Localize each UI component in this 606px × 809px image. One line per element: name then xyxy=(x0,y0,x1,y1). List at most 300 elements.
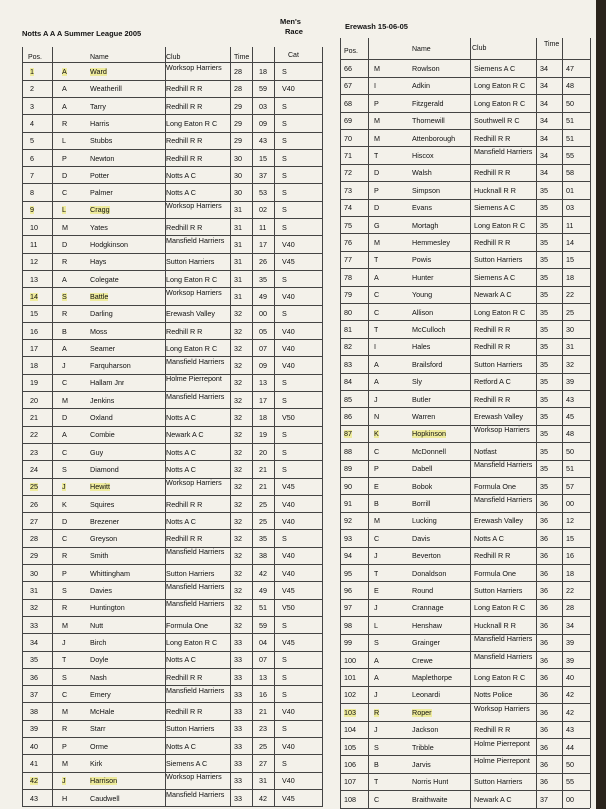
surname-cell: Caudwell xyxy=(90,794,120,803)
result-row xyxy=(22,686,322,704)
club-cell: Sutton Harriers xyxy=(166,258,215,267)
surname-cell: Jackson xyxy=(412,726,439,735)
time-minutes-cell: 35 xyxy=(540,273,548,282)
time-seconds-cell: 03 xyxy=(259,102,267,111)
time-minutes-cell: 30 xyxy=(234,171,242,180)
time-minutes-cell: 35 xyxy=(540,221,548,230)
surname-cell: Brailsford xyxy=(412,360,443,369)
time-minutes-cell: 32 xyxy=(234,587,242,595)
surname-cell: Henshaw xyxy=(412,621,442,630)
result-row xyxy=(22,530,322,548)
time-minutes-cell: 33 xyxy=(234,742,242,751)
surname-cell: Adkin xyxy=(412,82,430,91)
position-cell: 87 xyxy=(344,430,352,439)
surname-cell: Hemmesley xyxy=(412,239,450,247)
time-minutes-cell: 35 xyxy=(540,308,548,317)
position-cell: 33 xyxy=(30,621,38,630)
club-cell: Redhill R R xyxy=(474,343,511,352)
result-row xyxy=(22,496,322,514)
result-row xyxy=(22,461,322,479)
initial-cell: S xyxy=(374,743,379,752)
position-cell: 79 xyxy=(344,291,352,300)
club-cell: Long Eaton R C xyxy=(474,221,526,230)
result-row xyxy=(22,738,322,756)
time-seconds-cell: 25 xyxy=(259,500,267,509)
initial-cell: A xyxy=(374,674,379,682)
club-cell: Long Eaton R C xyxy=(166,119,218,128)
time-minutes-cell: 32 xyxy=(234,552,242,561)
time-minutes-cell: 32 xyxy=(234,448,242,457)
race-date-title: Erewash 15-06-05 xyxy=(345,22,408,31)
time-seconds-cell: 18 xyxy=(259,68,267,76)
result-row xyxy=(22,340,322,358)
club-cell: Redhill R R xyxy=(474,239,511,247)
time-minutes-cell: 35 xyxy=(540,360,548,369)
time-minutes-cell: 34 xyxy=(540,82,548,91)
category-cell: V45 xyxy=(282,794,295,803)
club-cell: Sutton Harriers xyxy=(474,360,523,369)
position-cell: 89 xyxy=(344,465,352,474)
surname-cell: Round xyxy=(412,587,434,595)
club-cell: Holme Pierrepont xyxy=(166,375,222,384)
result-row xyxy=(340,199,590,217)
time-seconds-cell: 43 xyxy=(566,726,574,735)
position-cell: 77 xyxy=(344,256,352,265)
time-minutes-cell: 36 xyxy=(540,587,548,595)
initial-cell: A xyxy=(62,102,67,111)
club-cell: Mansfield Harriers xyxy=(166,600,225,609)
category-cell: S xyxy=(282,154,287,163)
time-seconds-cell: 50 xyxy=(566,447,574,456)
result-row xyxy=(340,269,590,287)
initial-cell: T xyxy=(374,152,379,160)
initial-cell: M xyxy=(374,239,380,247)
initial-cell: P xyxy=(374,465,379,474)
initial-cell: S xyxy=(62,292,67,301)
surname-cell: Starr xyxy=(90,725,106,734)
position-cell: 78 xyxy=(344,273,352,282)
club-cell: Notts Police xyxy=(474,691,513,700)
result-row xyxy=(340,669,590,687)
column-rule xyxy=(322,47,323,807)
position-cell: 38 xyxy=(30,708,38,717)
surname-cell: Darling xyxy=(90,310,113,319)
time-seconds-cell: 42 xyxy=(259,569,267,578)
surname-cell: McDonnell xyxy=(412,447,446,456)
initial-cell: I xyxy=(374,82,376,91)
result-row xyxy=(22,392,322,410)
time-seconds-cell: 00 xyxy=(566,795,574,804)
time-seconds-cell: 37 xyxy=(259,171,267,180)
time-minutes-cell: 36 xyxy=(540,778,548,787)
result-row xyxy=(22,547,322,565)
position-cell: 99 xyxy=(344,639,352,648)
time-seconds-cell: 49 xyxy=(259,587,267,595)
column-rule xyxy=(590,38,591,808)
category-cell: S xyxy=(282,189,287,198)
club-cell: Long Eaton R C xyxy=(474,99,526,108)
surname-cell: Jarvis xyxy=(412,761,431,769)
category-cell: S xyxy=(282,465,287,474)
club-cell: Redhill R R xyxy=(166,327,203,336)
time-seconds-cell: 50 xyxy=(566,99,574,108)
club-cell: Worksop Harriers xyxy=(166,773,222,782)
surname-cell: Cragg xyxy=(90,206,110,215)
initial-cell: T xyxy=(374,256,379,265)
time-minutes-cell: 32 xyxy=(234,310,242,319)
initial-cell: D xyxy=(374,204,380,213)
time-minutes-cell: 34 xyxy=(540,65,548,73)
position-cell: 16 xyxy=(30,327,38,336)
surname-cell: Harrison xyxy=(90,777,118,786)
time-seconds-cell: 51 xyxy=(566,465,574,474)
initial-cell: A xyxy=(374,656,379,665)
time-minutes-cell: 33 xyxy=(234,656,242,665)
initial-cell: R xyxy=(62,310,68,319)
club-cell: Siemens A C xyxy=(474,273,516,282)
time-minutes-cell: 35 xyxy=(540,239,548,247)
result-row xyxy=(340,704,590,722)
time-minutes-cell: 32 xyxy=(234,569,242,578)
club-cell: Mansfield Harriers xyxy=(166,392,225,401)
result-row xyxy=(340,408,590,426)
initial-cell: A xyxy=(62,68,67,76)
result-row xyxy=(22,201,322,219)
time-minutes-cell: 36 xyxy=(540,517,548,526)
time-seconds-cell: 07 xyxy=(259,656,267,665)
position-cell: 96 xyxy=(344,587,352,595)
category-cell: S xyxy=(282,690,287,699)
time-minutes-cell: 32 xyxy=(234,535,242,544)
result-row xyxy=(340,443,590,461)
initial-cell: J xyxy=(374,604,378,613)
category-cell: S xyxy=(282,431,287,440)
time-minutes-cell: 34 xyxy=(540,169,548,178)
time-seconds-cell: 38 xyxy=(259,552,267,561)
result-row xyxy=(22,271,322,289)
time-seconds-cell: 17 xyxy=(259,241,267,249)
club-cell: Notts A C xyxy=(166,414,196,422)
time-minutes-cell: 32 xyxy=(234,621,242,630)
column-rule xyxy=(368,38,369,808)
position-cell: 68 xyxy=(344,99,352,108)
time-minutes-cell: 32 xyxy=(234,379,242,388)
surname-cell: Simpson xyxy=(412,186,440,195)
club-cell: Mansfield Harriers xyxy=(166,686,225,695)
result-row xyxy=(340,147,590,165)
surname-cell: Leonardi xyxy=(412,691,440,700)
time-minutes-cell: 33 xyxy=(234,708,242,717)
club-cell: Long Eaton R C xyxy=(474,82,526,91)
col-header-time: Time xyxy=(234,54,250,61)
time-seconds-cell: 51 xyxy=(259,604,267,613)
initial-cell: D xyxy=(62,171,68,180)
surname-cell: Hiscox xyxy=(412,152,434,160)
time-minutes-cell: 32 xyxy=(234,500,242,509)
time-minutes-cell: 35 xyxy=(540,430,548,439)
surname-cell: Warren xyxy=(412,413,436,421)
initial-cell: C xyxy=(374,308,380,317)
position-cell: 83 xyxy=(344,360,352,369)
position-cell: 84 xyxy=(344,378,352,387)
initial-cell: M xyxy=(374,517,380,526)
initial-cell: R xyxy=(62,119,68,128)
surname-cell: Davies xyxy=(90,587,112,595)
surname-cell: Sly xyxy=(412,378,422,387)
time-seconds-cell: 18 xyxy=(566,569,574,578)
time-seconds-cell: 42 xyxy=(259,794,267,803)
initial-cell: T xyxy=(374,778,379,787)
result-row xyxy=(22,720,322,738)
result-row xyxy=(340,652,590,670)
result-row xyxy=(340,234,590,252)
time-minutes-cell: 31 xyxy=(234,206,242,215)
result-row xyxy=(22,409,322,427)
club-cell: Sutton Harriers xyxy=(166,569,215,578)
initial-cell: T xyxy=(374,326,379,334)
club-cell: Long Eaton R C xyxy=(166,344,218,353)
time-minutes-cell: 35 xyxy=(540,378,548,387)
club-cell: Notts A C xyxy=(474,534,504,543)
position-cell: 94 xyxy=(344,552,352,561)
result-row xyxy=(22,582,322,600)
position-cell: 13 xyxy=(30,275,38,284)
time-seconds-cell: 42 xyxy=(566,691,574,700)
category-cell: S xyxy=(282,68,287,76)
result-row xyxy=(22,772,322,790)
column-rule xyxy=(52,47,53,807)
initial-cell: R xyxy=(62,552,68,561)
time-seconds-cell: 21 xyxy=(259,708,267,717)
surname-cell: Doyle xyxy=(90,656,109,665)
result-row xyxy=(22,288,322,306)
initial-cell: D xyxy=(62,517,68,526)
position-cell: 90 xyxy=(344,482,352,491)
club-cell: Worksop Harriers xyxy=(474,704,530,713)
category-cell: S xyxy=(282,656,287,665)
initial-cell: C xyxy=(62,379,68,388)
surname-cell: Braithwaite xyxy=(412,795,448,804)
surname-cell: Davis xyxy=(412,534,430,543)
initial-cell: P xyxy=(62,154,67,163)
surname-cell: Tarry xyxy=(90,102,106,111)
time-minutes-cell: 34 xyxy=(540,134,548,143)
result-row xyxy=(340,130,590,148)
time-minutes-cell: 35 xyxy=(540,465,548,474)
time-minutes-cell: 31 xyxy=(234,241,242,249)
initial-cell: C xyxy=(374,291,380,300)
position-cell: 71 xyxy=(344,152,352,160)
club-cell: Long Eaton R C xyxy=(474,674,526,682)
club-cell: Holme Pierrepont xyxy=(474,757,530,765)
result-row xyxy=(340,217,590,235)
initial-cell: I xyxy=(374,343,376,352)
time-minutes-cell: 31 xyxy=(234,275,242,284)
position-cell: 32 xyxy=(30,604,38,613)
time-seconds-cell: 27 xyxy=(259,760,267,768)
race-title-line2: Race xyxy=(285,27,303,36)
club-cell: Notts A C xyxy=(166,189,196,198)
time-seconds-cell: 42 xyxy=(566,708,574,717)
club-cell: Redhill R R xyxy=(474,552,511,561)
category-cell: S xyxy=(282,448,287,457)
column-rule xyxy=(22,47,23,807)
position-cell: 80 xyxy=(344,308,352,317)
result-row xyxy=(22,374,322,392)
time-minutes-cell: 35 xyxy=(540,326,548,334)
surname-cell: Diamond xyxy=(90,465,119,474)
club-cell: Notfast xyxy=(474,447,497,456)
time-seconds-cell: 15 xyxy=(566,256,574,265)
club-cell: Long Eaton R C xyxy=(474,604,526,613)
initial-cell: K xyxy=(374,430,379,439)
position-cell: 20 xyxy=(30,396,38,405)
result-row xyxy=(340,77,590,95)
result-row xyxy=(22,599,322,617)
result-row xyxy=(340,773,590,791)
time-minutes-cell: 36 xyxy=(540,743,548,752)
surname-cell: Birch xyxy=(90,638,107,647)
surname-cell: Maplethorpe xyxy=(412,674,452,682)
col-header-name: Name xyxy=(412,46,431,53)
position-cell: 36 xyxy=(30,673,38,682)
club-cell: Redhill R R xyxy=(474,169,511,178)
surname-cell: Evans xyxy=(412,204,432,213)
club-cell: Redhill R R xyxy=(166,137,203,146)
surname-cell: Hopkinson xyxy=(412,430,446,439)
club-cell: Redhill R R xyxy=(166,535,203,544)
club-cell: Mansfield Harriers xyxy=(166,237,225,245)
position-cell: 11 xyxy=(30,241,38,249)
position-cell: 98 xyxy=(344,621,352,630)
category-cell: V40 xyxy=(282,362,295,371)
time-minutes-cell: 29 xyxy=(234,137,242,146)
initial-cell: M xyxy=(62,760,68,768)
club-cell: Worksop Harriers xyxy=(166,64,222,72)
time-seconds-cell: 09 xyxy=(259,119,267,128)
time-seconds-cell: 35 xyxy=(259,535,267,544)
col-header-name: Name xyxy=(90,54,109,61)
initial-cell: M xyxy=(62,223,68,232)
position-cell: 6 xyxy=(30,154,34,163)
category-cell: V45 xyxy=(282,258,295,267)
category-cell: V50 xyxy=(282,414,295,422)
result-row xyxy=(340,791,590,809)
time-seconds-cell: 51 xyxy=(566,134,574,143)
time-minutes-cell: 35 xyxy=(540,291,548,300)
initial-cell: B xyxy=(62,327,67,336)
position-cell: 2 xyxy=(30,85,34,94)
surname-cell: Nash xyxy=(90,673,107,682)
initial-cell: J xyxy=(374,726,378,735)
time-seconds-cell: 13 xyxy=(259,673,267,682)
time-seconds-cell: 31 xyxy=(259,777,267,786)
time-seconds-cell: 32 xyxy=(566,360,574,369)
club-cell: Redhill R R xyxy=(474,395,511,404)
surname-cell: Hunter xyxy=(412,273,434,282)
time-minutes-cell: 36 xyxy=(540,569,548,578)
time-minutes-cell: 36 xyxy=(540,534,548,543)
time-seconds-cell: 11 xyxy=(259,223,267,232)
category-cell: V50 xyxy=(282,604,295,613)
result-row xyxy=(340,391,590,409)
time-minutes-cell: 29 xyxy=(234,102,242,111)
surname-cell: Hales xyxy=(412,343,431,352)
time-seconds-cell: 51 xyxy=(566,117,574,126)
surname-cell: Walsh xyxy=(412,169,432,178)
position-cell: 88 xyxy=(344,447,352,456)
result-row xyxy=(340,495,590,513)
time-seconds-cell: 16 xyxy=(259,690,267,699)
result-row xyxy=(340,425,590,443)
time-minutes-cell: 36 xyxy=(540,604,548,613)
time-seconds-cell: 18 xyxy=(566,273,574,282)
surname-cell: Whittingham xyxy=(90,569,130,578)
initial-cell: S xyxy=(62,587,67,595)
surname-cell: Squires xyxy=(90,500,115,509)
position-cell: 19 xyxy=(30,379,38,388)
position-cell: 30 xyxy=(30,569,38,578)
initial-cell: C xyxy=(62,189,68,198)
time-seconds-cell: 13 xyxy=(259,379,267,388)
initial-cell: D xyxy=(374,169,380,178)
position-cell: 31 xyxy=(30,587,38,595)
surname-cell: Farquharson xyxy=(90,362,131,371)
league-title: Notts A A A Summer League 2005 xyxy=(22,29,142,38)
initial-cell: R xyxy=(374,708,380,717)
position-cell: 81 xyxy=(344,326,352,334)
result-row xyxy=(22,357,322,375)
surname-cell: Grainger xyxy=(412,639,440,648)
club-cell: Mansfield Harriers xyxy=(474,461,533,470)
initial-cell: J xyxy=(62,777,66,786)
time-seconds-cell: 05 xyxy=(259,327,267,336)
time-minutes-cell: 36 xyxy=(540,552,548,561)
initial-cell: S xyxy=(374,639,379,648)
surname-cell: Palmer xyxy=(90,189,113,198)
category-cell: S xyxy=(282,725,287,734)
result-row xyxy=(22,478,322,496)
club-cell: Formula One xyxy=(474,482,516,491)
time-seconds-cell: 00 xyxy=(259,310,267,319)
result-row xyxy=(22,323,322,341)
category-cell: S xyxy=(282,137,287,146)
result-row xyxy=(340,338,590,356)
col-header-club: Club xyxy=(166,54,181,61)
club-cell: Mansfield Harriers xyxy=(474,148,533,156)
time-seconds-cell: 03 xyxy=(566,204,574,213)
surname-cell: Crewe xyxy=(412,656,433,665)
club-cell: Notts A C xyxy=(166,517,196,526)
time-minutes-cell: 35 xyxy=(540,204,548,213)
time-seconds-cell: 58 xyxy=(566,169,574,178)
time-minutes-cell: 35 xyxy=(540,413,548,421)
time-seconds-cell: 59 xyxy=(259,621,267,630)
result-row xyxy=(22,63,322,81)
time-seconds-cell: 07 xyxy=(259,344,267,353)
time-minutes-cell: 32 xyxy=(234,396,242,405)
position-cell: 1 xyxy=(30,68,34,76)
club-cell: Notts A C xyxy=(166,656,196,665)
surname-cell: Hodgkinson xyxy=(90,241,128,249)
surname-cell: Jenkins xyxy=(90,396,115,405)
club-cell: Redhill R R xyxy=(474,326,511,334)
surname-cell: Norris Hunt xyxy=(412,778,449,787)
time-minutes-cell: 35 xyxy=(540,343,548,352)
time-minutes-cell: 33 xyxy=(234,638,242,647)
time-seconds-cell: 26 xyxy=(259,258,267,267)
position-cell: 35 xyxy=(30,656,38,665)
